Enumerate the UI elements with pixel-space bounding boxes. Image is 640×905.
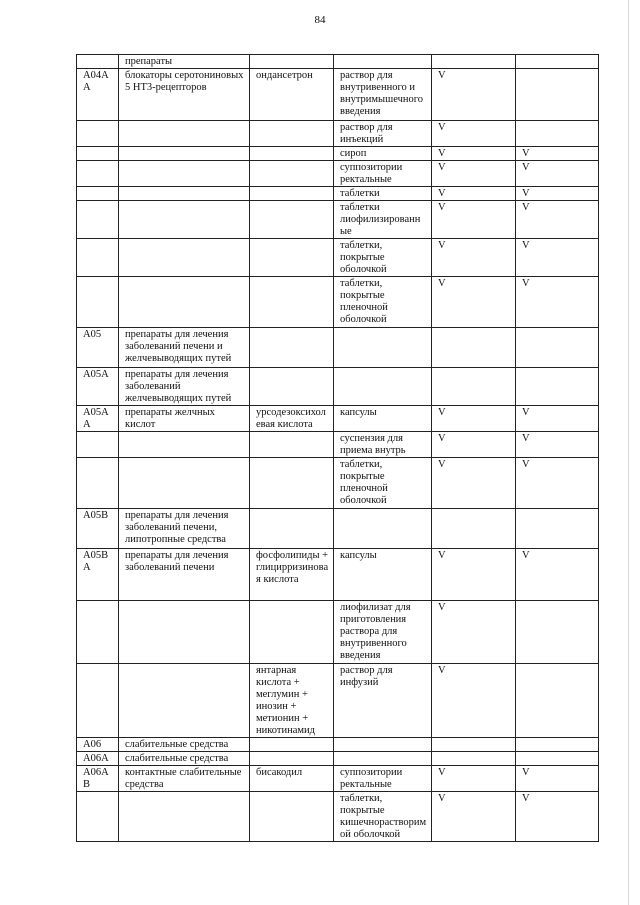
atc-code-cell <box>77 432 119 458</box>
mark-cell-2 <box>516 121 599 147</box>
mark-cell-1 <box>432 752 516 766</box>
mark-cell-2: V <box>516 766 599 792</box>
mark-cell-1: V <box>432 601 516 664</box>
atc-code-cell: A05B <box>77 509 119 549</box>
table-row <box>77 601 599 664</box>
page-number: 84 <box>314 14 326 26</box>
atc-code-cell <box>77 187 119 201</box>
atc-code-cell <box>77 121 119 147</box>
mark-cell-2: V <box>516 277 599 328</box>
table-row <box>77 187 599 201</box>
table-row <box>77 277 599 328</box>
dosage-form-cell <box>334 752 432 766</box>
mark-cell-1: V <box>432 664 516 738</box>
atc-code-cell <box>77 161 119 187</box>
inn-cell: янтарная кислота + меглумин + инозин + метионин + никотинамид <box>250 664 334 738</box>
dosage-form-cell <box>334 368 432 406</box>
group-name-cell <box>119 458 250 509</box>
mark-cell-2: V <box>516 549 599 601</box>
atc-code-cell <box>77 201 119 239</box>
atc-code-cell <box>77 792 119 842</box>
mark-cell-1: V <box>432 277 516 328</box>
inn-cell <box>250 201 334 239</box>
inn-cell <box>250 432 334 458</box>
mark-cell-1: V <box>432 766 516 792</box>
atc-code-cell: A05 <box>77 328 119 368</box>
dosage-form-cell: таблетки, покрытые оболочкой <box>334 239 432 277</box>
table-row <box>77 328 599 368</box>
inn-cell <box>250 187 334 201</box>
table-row <box>77 432 599 458</box>
inn-cell <box>250 738 334 752</box>
atc-code-cell: A05A A <box>77 406 119 432</box>
table-row <box>77 69 599 121</box>
table-row <box>77 549 599 601</box>
inn-cell <box>250 239 334 277</box>
group-name-cell <box>119 187 250 201</box>
mark-cell-1 <box>432 368 516 406</box>
dosage-form-cell: таблетки, покрытые пленочной оболочкой <box>334 458 432 509</box>
inn-cell <box>250 792 334 842</box>
mark-cell-2 <box>516 328 599 368</box>
table-row <box>77 121 599 147</box>
group-name-cell <box>119 161 250 187</box>
table-row <box>77 239 599 277</box>
table-row <box>77 738 599 752</box>
group-name-cell <box>119 277 250 328</box>
atc-code-cell <box>77 664 119 738</box>
inn-cell <box>250 458 334 509</box>
inn-cell: фосфолипиды + глицирризиновая кислота <box>250 549 334 601</box>
mark-cell-2: V <box>516 239 599 277</box>
atc-code-cell <box>77 55 119 69</box>
atc-code-cell <box>77 458 119 509</box>
mark-cell-2: V <box>516 432 599 458</box>
dosage-form-cell: капсулы <box>334 549 432 601</box>
group-name-cell <box>119 792 250 842</box>
mark-cell-2: V <box>516 458 599 509</box>
dosage-form-cell <box>334 328 432 368</box>
atc-code-cell <box>77 147 119 161</box>
group-name-cell: препараты для лечения заболеваний печени и желчевыводящих путей <box>119 328 250 368</box>
group-name-cell <box>119 432 250 458</box>
dosage-form-cell: лиофилизат для приготовления раствора для внутривенного введения <box>334 601 432 664</box>
atc-code-cell: A06 <box>77 738 119 752</box>
table-row <box>77 766 599 792</box>
table-row <box>77 201 599 239</box>
mark-cell-2: V <box>516 147 599 161</box>
table-row <box>77 509 599 549</box>
atc-code-cell: A06A <box>77 752 119 766</box>
group-name-cell <box>119 601 250 664</box>
dosage-form-cell: таблетки <box>334 187 432 201</box>
inn-cell <box>250 601 334 664</box>
mark-cell-2: V <box>516 406 599 432</box>
group-name-cell: препараты <box>119 55 250 69</box>
mark-cell-2 <box>516 69 599 121</box>
mark-cell-1 <box>432 509 516 549</box>
group-name-cell: слабительные средства <box>119 738 250 752</box>
group-name-cell: препараты желчных кислот <box>119 406 250 432</box>
group-name-cell: блокаторы серотониновых 5 НТ3-рецепторов <box>119 69 250 121</box>
group-name-cell <box>119 147 250 161</box>
atc-code-cell <box>77 601 119 664</box>
mark-cell-2 <box>516 601 599 664</box>
inn-cell <box>250 147 334 161</box>
mark-cell-1: V <box>432 432 516 458</box>
mark-cell-1: V <box>432 458 516 509</box>
table-row <box>77 147 599 161</box>
atc-code-cell: A06A B <box>77 766 119 792</box>
mark-cell-2 <box>516 368 599 406</box>
group-name-cell: слабительные средства <box>119 752 250 766</box>
dosage-form-cell: сироп <box>334 147 432 161</box>
inn-cell <box>250 161 334 187</box>
inn-cell: урсодезоксихолевая кислота <box>250 406 334 432</box>
inn-cell <box>250 328 334 368</box>
dosage-form-cell: раствор для инъекций <box>334 121 432 147</box>
mark-cell-2: V <box>516 792 599 842</box>
group-name-cell <box>119 664 250 738</box>
drug-table <box>76 54 599 842</box>
group-name-cell: контактные слабительные средства <box>119 766 250 792</box>
mark-cell-1: V <box>432 201 516 239</box>
inn-cell <box>250 368 334 406</box>
table-row <box>77 406 599 432</box>
dosage-form-cell: таблетки, покрытые кишечнорастворимой оболочкой <box>334 792 432 842</box>
group-name-cell: препараты для лечения заболеваний печени, липотропные средства <box>119 509 250 549</box>
mark-cell-1: V <box>432 161 516 187</box>
mark-cell-1: V <box>432 792 516 842</box>
inn-cell <box>250 277 334 328</box>
scan-edge-line <box>628 0 629 905</box>
inn-cell <box>250 509 334 549</box>
group-name-cell <box>119 239 250 277</box>
dosage-form-cell <box>334 55 432 69</box>
mark-cell-2 <box>516 509 599 549</box>
atc-code-cell <box>77 277 119 328</box>
table-row <box>77 792 599 842</box>
group-name-cell <box>119 121 250 147</box>
table-row <box>77 752 599 766</box>
table-row <box>77 368 599 406</box>
dosage-form-cell <box>334 509 432 549</box>
atc-code-cell: A05A <box>77 368 119 406</box>
table-row <box>77 55 599 69</box>
dosage-form-cell <box>334 738 432 752</box>
table-row <box>77 458 599 509</box>
mark-cell-1: V <box>432 121 516 147</box>
mark-cell-1: V <box>432 239 516 277</box>
mark-cell-2 <box>516 752 599 766</box>
mark-cell-1: V <box>432 147 516 161</box>
dosage-form-cell: суппозитории ректальные <box>334 766 432 792</box>
atc-code-cell: A05B A <box>77 549 119 601</box>
mark-cell-2: V <box>516 187 599 201</box>
mark-cell-2 <box>516 55 599 69</box>
inn-cell <box>250 55 334 69</box>
mark-cell-1 <box>432 328 516 368</box>
dosage-form-cell: раствор для инфузий <box>334 664 432 738</box>
table-row <box>77 664 599 738</box>
mark-cell-2 <box>516 664 599 738</box>
dosage-form-cell: суспензия для приема внутрь <box>334 432 432 458</box>
table-row <box>77 161 599 187</box>
mark-cell-1: V <box>432 187 516 201</box>
mark-cell-2: V <box>516 161 599 187</box>
atc-code-cell: A04A A <box>77 69 119 121</box>
mark-cell-1 <box>432 738 516 752</box>
mark-cell-1: V <box>432 406 516 432</box>
mark-cell-2 <box>516 738 599 752</box>
atc-code-cell <box>77 239 119 277</box>
inn-cell <box>250 121 334 147</box>
mark-cell-1 <box>432 55 516 69</box>
dosage-form-cell: таблетки, покрытые пленочной оболочкой <box>334 277 432 328</box>
mark-cell-2: V <box>516 201 599 239</box>
group-name-cell <box>119 201 250 239</box>
inn-cell: бисакодил <box>250 766 334 792</box>
dosage-form-cell: таблетки лиофилизированные <box>334 201 432 239</box>
dosage-form-cell: капсулы <box>334 406 432 432</box>
dosage-form-cell: суппозитории ректальные <box>334 161 432 187</box>
mark-cell-1: V <box>432 69 516 121</box>
dosage-form-cell: раствор для внутривенного и внутримышечного введения <box>334 69 432 121</box>
inn-cell <box>250 752 334 766</box>
group-name-cell: препараты для лечения заболеваний желчевыводящих путей <box>119 368 250 406</box>
inn-cell: ондансетрон <box>250 69 334 121</box>
group-name-cell: препараты для лечения заболеваний печени <box>119 549 250 601</box>
mark-cell-1: V <box>432 549 516 601</box>
